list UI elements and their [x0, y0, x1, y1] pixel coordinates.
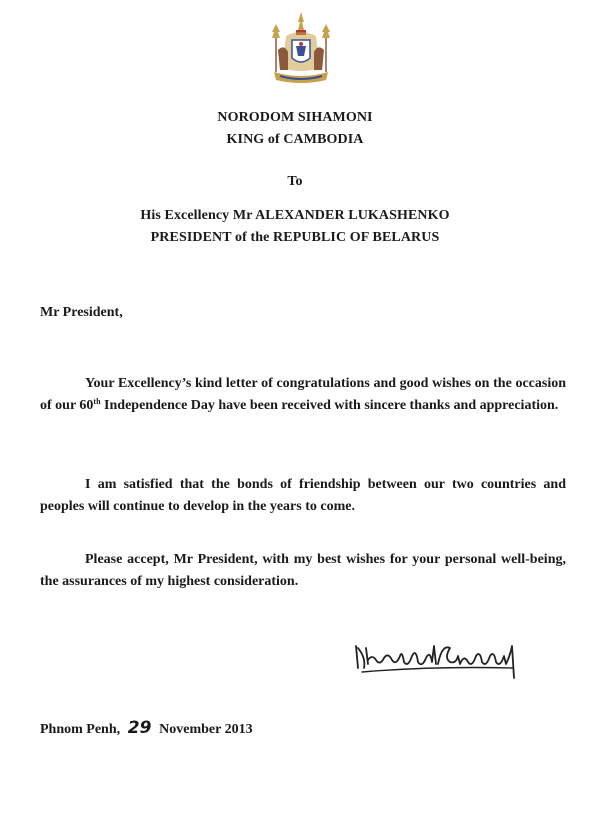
- recipient-name: His Excellency Mr ALEXANDER LUKASHENKO: [140, 208, 450, 223]
- date-line: [40, 718, 253, 738]
- body-paragraph-1-text-b: Independence Day have been received with sincere thanks and appreciation.: [100, 397, 559, 413]
- body-paragraph-1: [40, 373, 566, 416]
- ordinal-suffix: th: [93, 396, 101, 406]
- body-paragraph-2: I am satisfied that the bonds of friendship between our two countries and peoples will continue to develop in the years to come.: [40, 477, 566, 514]
- date-day: 29: [127, 718, 152, 738]
- body-paragraph-1-text-a: Your Excellency’s kind letter of congratulations and good wishes on the occasion of our 60: [40, 376, 566, 413]
- recipient-to: To: [287, 174, 303, 189]
- sender-title: KING of CAMBODIA: [226, 132, 364, 147]
- recipient-title: PRESIDENT of the REPUBLIC OF BELARUS: [150, 230, 440, 245]
- date-place: Phnom Penh,: [40, 722, 121, 737]
- royal-coat-of-arms-icon: [266, 10, 336, 88]
- sender-name: NORODOM SIHAMONI: [217, 110, 373, 125]
- date-month-year: November 2013: [159, 722, 253, 737]
- body-paragraph-3: Please accept, Mr President, with my best wishes for your personal well-being, the assurances of my highest consideration.: [40, 552, 566, 589]
- salutation: Mr President,: [40, 305, 123, 320]
- signature-icon: [352, 634, 522, 682]
